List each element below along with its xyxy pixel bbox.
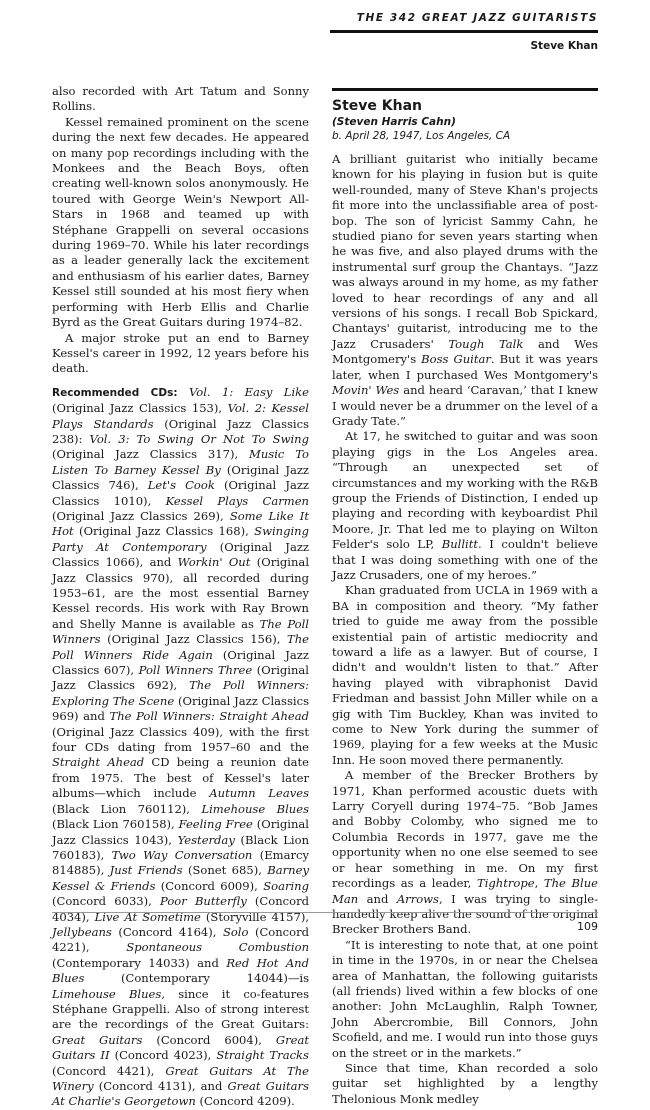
- album-title: Yesterday: [177, 832, 235, 847]
- text-run: (Black Lion 760183),: [52, 832, 310, 862]
- text-run: (Original Jazz Classics 156),: [100, 632, 288, 647]
- text-run: and: [358, 891, 397, 906]
- album-title: Swinging Party At Contemporary: [52, 524, 309, 554]
- text-run: (Concord 4421),: [52, 1063, 166, 1078]
- text-run: (Concord 4023),: [109, 1048, 217, 1063]
- text-run: (Concord 4131), and: [93, 1079, 228, 1093]
- album-title: Vol. 2: Kessel Plays Standards: [52, 401, 309, 431]
- left-column: [52, 84, 309, 1110]
- text-run: At 17, he switched to guitar and was soon playing gigs in the Los Angeles area. “Through an unexpected set of circumstances and my working with the R&B group the Friends of Distinction, I ended up playing and recording with keyboardist Phil Moore, Jr. That led me to playing on Wilton Felder's solo LP,: [332, 429, 598, 552]
- text-run: (Concord 4221),: [52, 924, 309, 955]
- album-title: Poll Winners Three: [138, 663, 253, 678]
- text-run: (Contemporary 14033) and: [52, 955, 227, 970]
- album-title: Tough Talk: [448, 336, 524, 351]
- album-title: Vol. 1: Easy Like: [188, 384, 309, 399]
- album-title: Workin' Out: [177, 555, 251, 570]
- header-rule: [330, 30, 598, 33]
- page-number: 109: [577, 920, 598, 933]
- text-run: (Concord 4164),: [111, 924, 223, 939]
- album-title: Autumn Leaves: [209, 786, 309, 801]
- right-column: [332, 88, 598, 1107]
- recommended-cds: [52, 385, 309, 1110]
- text-run: A member of the Brecker Brothers by 1971, Khan performed acoustic duets with Larry Coryell during 1974–75. “Bob James and Bobby Colomby, who signed me to Columbia Records in 1977, gave me the opportunity when no one else seemed to see or hear something in me. On my first recordings as a leader,: [332, 768, 598, 891]
- text-run: CD being a reunion date from 1975. The best of Kessel's later albums—which include: [52, 755, 309, 801]
- text-run: (Original Jazz Classics 238):: [52, 416, 310, 446]
- entry-rule: [332, 88, 598, 91]
- text-run: and heard ‘Caravan,’ that I knew I would never be a drummer on the level of a Grady Tate.”: [332, 383, 599, 428]
- album-title: Music To Listen To Barney Kessel By: [52, 447, 309, 477]
- text-run: . I couldn't believe that I was doing something with one of the Jazz Crusaders, one of my heroes.”: [332, 537, 598, 582]
- album-title: Great Guitars II: [52, 1032, 309, 1063]
- album-title: The Blue Man: [332, 876, 598, 906]
- text-run: (Concord 4209).: [195, 1094, 295, 1109]
- text-run: (Original Jazz Classics 692),: [52, 663, 310, 693]
- text-run: (Original Jazz Classics 153),: [52, 401, 228, 416]
- paragraph: also recorded with Art Tatum and Sonny Rollins.: [52, 84, 309, 114]
- paragraph: [332, 152, 598, 429]
- album-title: Live At Sometime: [94, 909, 201, 924]
- album-title: Feeling Free: [178, 817, 253, 832]
- text-run: (Black Lion 760112),: [52, 801, 202, 816]
- text-run: , I was trying to single-handedly keep alive the sound of the original Brecker Brothers Band.: [332, 891, 598, 937]
- album-title: The Poll Winners: [52, 616, 310, 647]
- paragraph: Since that time, Khan recorded a solo guitar set highlighted by a lengthy Thelonious Monk medley: [332, 1060, 598, 1106]
- text-run: (Concord 4034),: [52, 894, 309, 924]
- album-title: Kessel Plays Carmen: [165, 493, 309, 508]
- album-title: Arrows: [396, 891, 439, 906]
- album-title: Movin' Wes: [332, 383, 400, 398]
- entry-birth: b. April 28, 1947, Los Angeles, CA: [332, 130, 511, 142]
- spacer: [332, 143, 598, 152]
- album-title: Red Hot And Blues: [52, 955, 310, 986]
- text-run: (Concord 6033),: [52, 894, 161, 909]
- text-run: (Original Jazz Classics 607),: [52, 647, 309, 678]
- footer-rule: [52, 912, 598, 913]
- album-title: Great Guitars At Charlie's Georgetown: [52, 1079, 309, 1109]
- paragraph: Khan graduated from UCLA in 1969 with a BA in composition and theory. “My father tried to guide me away from the possible existential pain of artistic mediocrity and toward a life as a lawyer. But of course, I didn't and wouldn't listen to that.” After having played with vibraphonist David Friedman and bassist John Miller while on a gig with Tim Buckley, Khan was invited to come to New York during the summer of 1969, playing for a few weeks at the Music Inn. He soon moved there permanently.: [332, 583, 598, 767]
- text-run: (Contemporary 14044)—is: [84, 971, 309, 986]
- text-run: (Original Jazz Classics 269),: [52, 508, 230, 523]
- paragraph: Kessel remained prominent on the scene during the next few decades. He appeared on many pop recordings including with the Monkees and the Beach Boys, often creating well-known solos anonymously. He toured with George Wein's Newport All-Stars in 1968 and teamed up with Stéphane Grappelli on several occasions during 1969–70. While his later recordings as a leader generally lack the excitement and enthusiasm of his earlier dates, Barney Kessel still sounded at his most fiery when performing with Herb Ellis and Charlie Byrd as the Great Guitars during 1974–82.: [52, 114, 309, 330]
- text-run: (Original Jazz Classics 317),: [52, 447, 250, 462]
- text-run: (Original Jazz Classics 409), with the first four CDs dating from 1957–60 and the: [52, 724, 309, 755]
- album-title: The Poll Winners Ride Again: [52, 632, 309, 662]
- album-title: Limehouse Blues: [52, 986, 162, 1001]
- album-title: Spontaneous Combustion: [126, 940, 310, 955]
- text-run: (Concord 6009),: [155, 878, 264, 893]
- text-run: (Original Jazz Classics 970), all recorded during 1953–61, are the most essential Barney Kessel records. His work with Ray Brown and Shelly Manne is available as: [52, 555, 310, 631]
- book-title: THE 342 GREAT JAZZ GUITARISTS: [356, 12, 598, 24]
- spacer: [52, 377, 309, 385]
- album-title: Let's Cook: [147, 478, 215, 493]
- text-run: (Concord 6004),: [142, 1032, 276, 1047]
- text-run: . But it was years later, when I purchased Wes Montgomery's: [332, 352, 599, 382]
- text-run: (Black Lion 760158),: [52, 817, 179, 832]
- text-run: A brilliant guitarist who initially became known for his playing in fusion but is quite well-rounded, many of Steve Khan's projects fit more into the unclassifiable area of post-bop. The son of lyricist Sammy Cahn, he studied piano for seven years starting when he was five, and also played drums with the instrumental surf group the Chantays. “Jazz was always around in my home, as my father loved to hear recordings of any and all versions of his songs. I recall Bob Spickard, Chantays' guitarist, introducing me to the Jazz Crusaders': [332, 152, 598, 351]
- album-title: Straight Ahead: [52, 755, 145, 770]
- album-title: The Poll Winners: Straight Ahead: [109, 709, 309, 724]
- paragraph: [332, 429, 598, 583]
- album-title: Some Like It Hot: [52, 508, 309, 539]
- album-title: Boss Guitar: [421, 352, 491, 367]
- album-title: Tightrope: [477, 876, 535, 891]
- text-run: (Storyville 4157),: [200, 909, 310, 924]
- text-run: , since it co-features Stéphane Grappelli. Also of strong interest are the recordings of the Great Guitars:: [52, 986, 309, 1032]
- album-title: Jellybeans: [52, 924, 112, 939]
- section-name: Steve Khan: [530, 40, 598, 52]
- text-run: (Original Jazz Classics 1066), and: [52, 539, 309, 570]
- running-head: [330, 6, 598, 53]
- text-run: and Wes Montgomery's: [332, 336, 598, 367]
- text-run: ,: [534, 876, 544, 891]
- text-run: (Sonet 685),: [182, 863, 268, 878]
- album-title: Solo: [222, 924, 249, 939]
- entry-full-name: (Steven Harris Cahn): [332, 116, 456, 128]
- album-title: Great Guitars At The Winery: [52, 1063, 310, 1093]
- paragraph: A major stroke put an end to Barney Kessel's career in 1992, 12 years before his death.: [52, 330, 309, 376]
- album-title: Just Friends: [109, 863, 183, 878]
- paragraph: “It is interesting to note that, at one point in time in the 1970s, in or near the Chelsea area of Manhattan, the following guitarists (all friends) lived within a few blocks of one another: John McLaughlin, Ralph Towner, John Abercrombie, Bill Connors, John Scofield, and me. I would run into those guys on the street or in the markets.”: [332, 937, 598, 1060]
- text-run: (Original Jazz Classics 1043),: [52, 817, 309, 847]
- text-run: (Original Jazz Classics 746),: [52, 462, 309, 493]
- text-run: (Original Jazz Classics 168),: [73, 524, 255, 539]
- recommended-cds-label: Recommended CDs:: [52, 386, 178, 399]
- entry-name: Steve Khan: [332, 98, 422, 114]
- album-title: Bullitt: [441, 537, 479, 552]
- album-title: Two Way Conversation: [111, 847, 253, 862]
- album-title: Barney Kessel & Friends: [52, 863, 309, 893]
- text-run: (Original Jazz Classics 1010),: [52, 478, 309, 508]
- album-title: Great Guitars: [52, 1032, 143, 1047]
- album-title: Poor Butterfly: [160, 894, 247, 909]
- album-title: Vol. 3: To Swing Or Not To Swing: [89, 431, 309, 446]
- album-title: The Poll Winners: Exploring The Scene: [52, 678, 309, 708]
- text-run: (Emarcy 814885),: [52, 847, 309, 878]
- album-title: Limehouse Blues: [201, 801, 310, 816]
- text-run: (Original Jazz Classics 969) and: [52, 693, 309, 724]
- album-title: Straight Tracks: [216, 1048, 309, 1063]
- album-title: Soaring: [263, 878, 309, 893]
